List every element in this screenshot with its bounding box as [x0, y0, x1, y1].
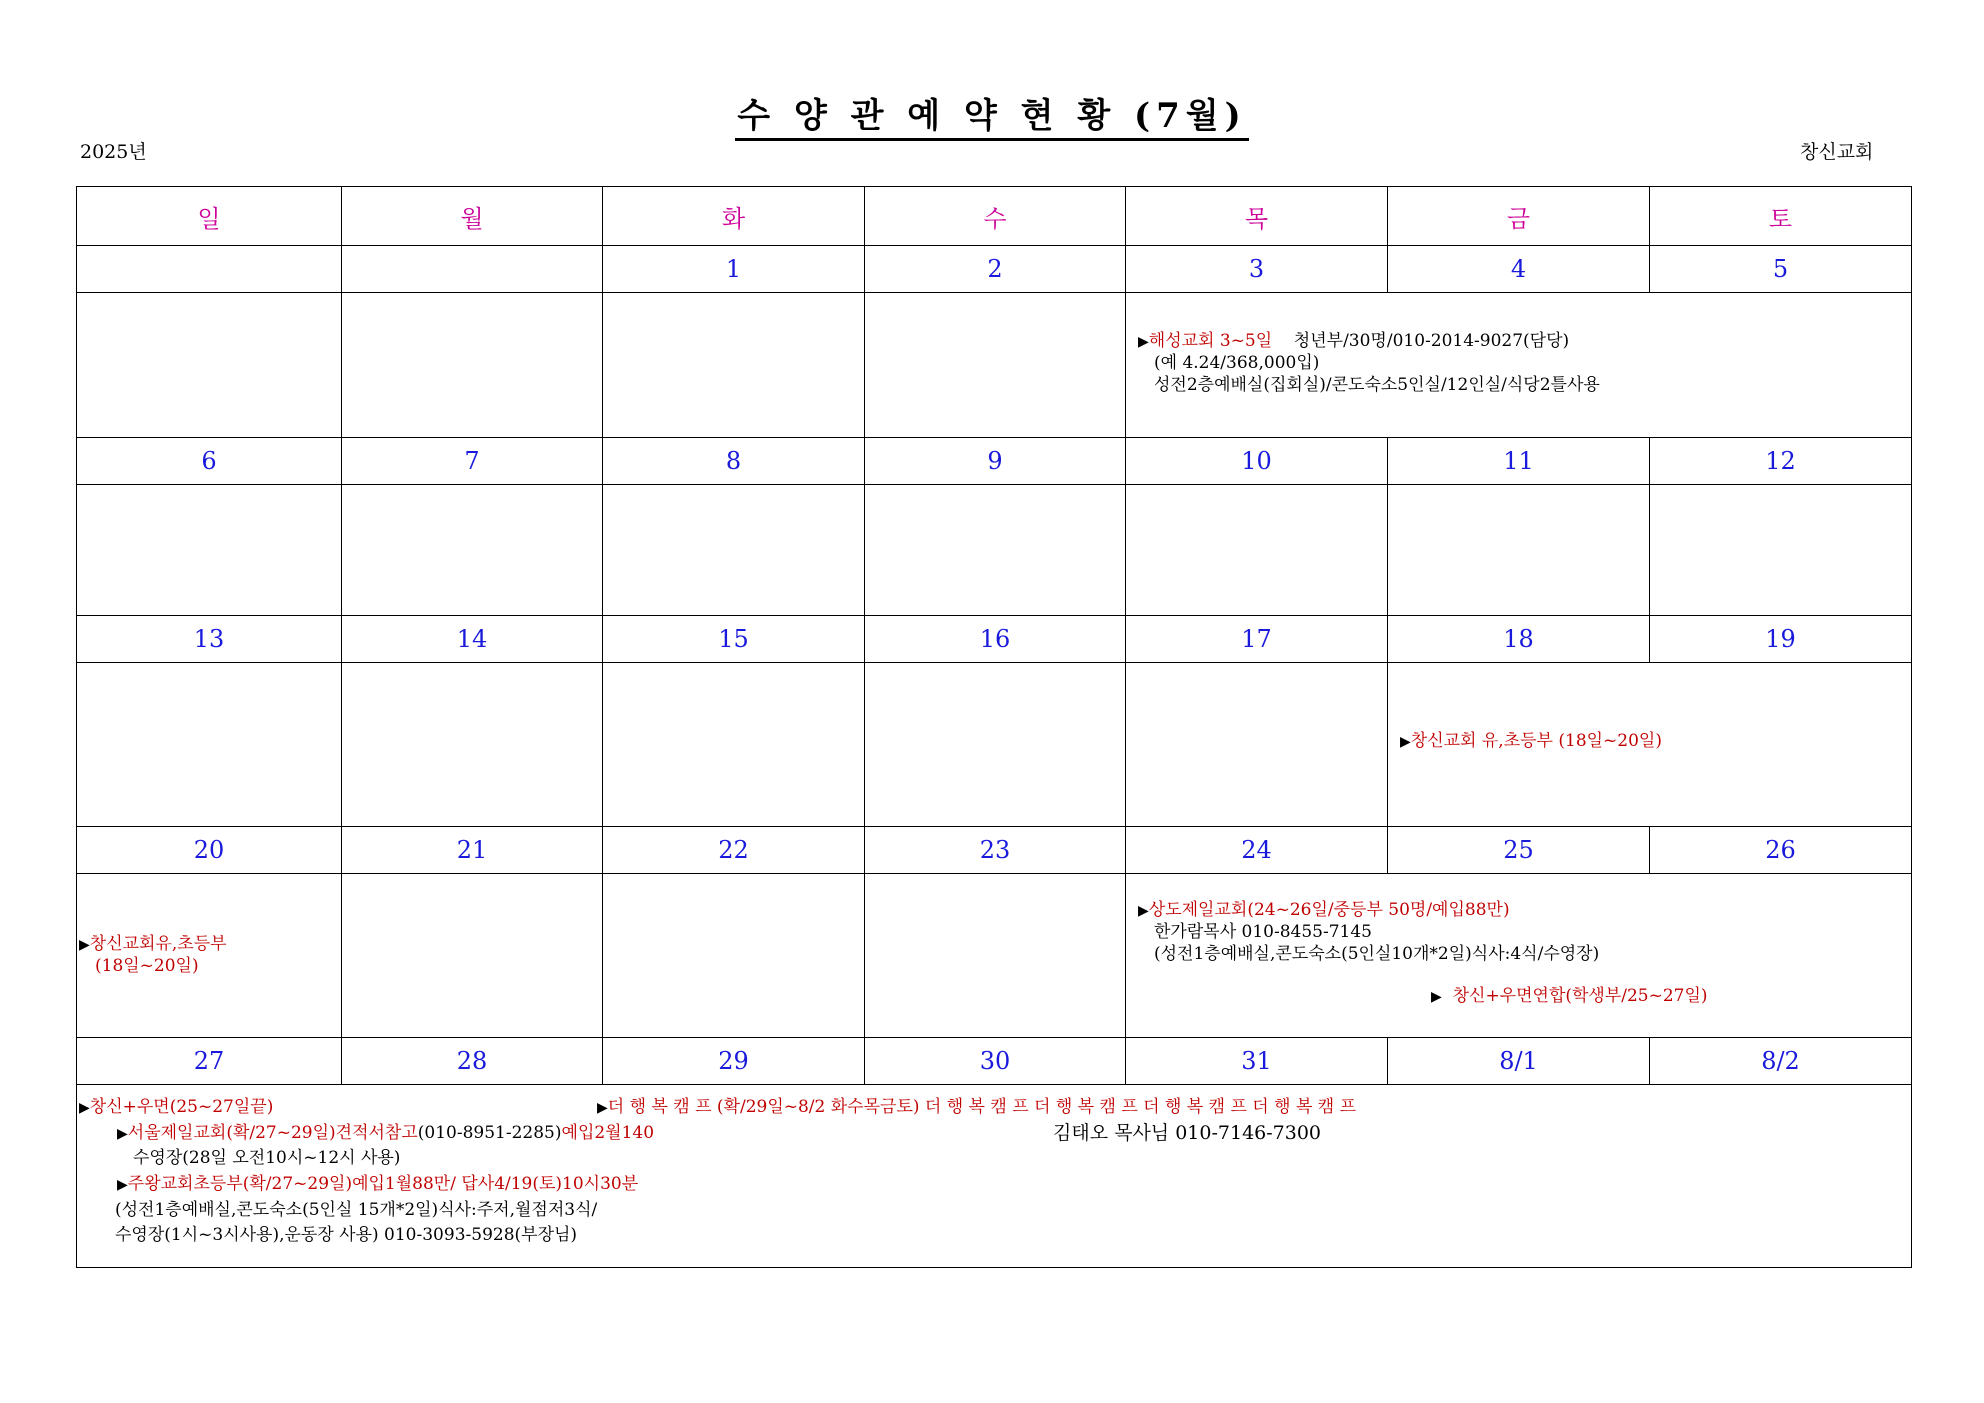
date-cell: 27: [77, 1038, 342, 1085]
date-cell: 2: [865, 246, 1126, 293]
day-cell: [342, 663, 603, 827]
arrow-icon: ▶: [1138, 903, 1149, 919]
date-cell: [77, 246, 342, 293]
day-cell: [865, 293, 1126, 438]
arrow-icon: ▶: [79, 1100, 90, 1116]
event-union-name: 창신+우면연합(학생부/25~27일): [1452, 986, 1708, 1006]
day-cell: [1126, 485, 1388, 616]
date-cell: 15: [603, 616, 865, 663]
date-cell: 22: [603, 827, 865, 874]
day-cell: [342, 293, 603, 438]
date-cell: 30: [865, 1038, 1126, 1085]
date-cell: 20: [77, 827, 342, 874]
date-cell: 12: [1650, 438, 1912, 485]
weekday-mon: 월: [342, 187, 603, 246]
date-cell: 4: [1388, 246, 1650, 293]
day-cell: [342, 874, 603, 1038]
week-2-events: [77, 485, 1912, 616]
event-w5-b-deposit: 예입2월140: [561, 1123, 655, 1143]
event-w5-b: [117, 1123, 654, 1145]
event-sangdo-line1: [1138, 900, 1510, 922]
week-2-dates: [77, 438, 1912, 485]
weekday-tue: 화: [603, 187, 865, 246]
event-cell-changsin-1: [1388, 663, 1912, 827]
event-w5-a: [79, 1097, 273, 1119]
date-cell: 19: [1650, 616, 1912, 663]
day-cell: [1650, 485, 1912, 616]
weekday-wed: 수: [865, 187, 1126, 246]
date-cell: 9: [865, 438, 1126, 485]
week-5-dates: [77, 1038, 1912, 1085]
date-cell: 21: [342, 827, 603, 874]
arrow-icon: ▶: [1138, 334, 1149, 350]
church-label: 창신교회: [1800, 141, 1874, 163]
day-cell: [77, 663, 342, 827]
week-1-events: [77, 293, 1912, 438]
date-cell: 26: [1650, 827, 1912, 874]
date-cell: 24: [1126, 827, 1388, 874]
event-w5-e: (성전1층예배실,콘도숙소(5인실 15개*2일)식사:주저,월점저3식/: [115, 1200, 598, 1220]
event-w5-d: [117, 1174, 638, 1196]
event-sangdo-line3: (성전1층예배실,콘도숙소(5인실10개*2일)식사:4식/수영장): [1154, 944, 1600, 964]
date-cell: 17: [1126, 616, 1388, 663]
event-changsin2-line1: [79, 934, 227, 956]
event-w5-c: 수영장(28일 오전10시~12시 사용): [133, 1148, 401, 1168]
year-label: 2025년: [80, 141, 147, 163]
day-cell: [77, 293, 342, 438]
day-cell: [603, 663, 865, 827]
arrow-icon: ▶: [1431, 989, 1442, 1005]
day-cell: [865, 874, 1126, 1038]
day-cell: [603, 874, 865, 1038]
event-w5-b-phone: (010-8951-2285): [417, 1123, 562, 1143]
event-w5-camp: [597, 1097, 1356, 1119]
event-w5-f: 수영장(1시~3시사용),운동장 사용) 010-3093-5928(부장님): [115, 1225, 578, 1245]
event-cell-sangdo: [1126, 874, 1912, 1038]
date-cell: 10: [1126, 438, 1388, 485]
event-w5-d-text: 주왕교회초등부(확/27~29일)예입1월88만/ 답사4/19(토)10시30분: [127, 1174, 639, 1194]
calendar-table: [76, 186, 1912, 1268]
event-sangdo-name: 상도제일교회(24~26일/중등부 50명/예입88만): [1148, 900, 1510, 920]
weekday-sat: 토: [1650, 187, 1912, 246]
event-w5-a-text: 창신+우면(25~27일끝): [89, 1097, 274, 1117]
event-cell-haesung: [1126, 293, 1912, 438]
arrow-icon: ▶: [79, 937, 90, 953]
day-cell: [1126, 663, 1388, 827]
page-title: 수 양 관 예 약 현 황 (7월): [735, 96, 1248, 141]
arrow-icon: ▶: [1400, 734, 1411, 750]
date-cell: 11: [1388, 438, 1650, 485]
week-3-dates: [77, 616, 1912, 663]
event-cell-changsin-2: [77, 874, 342, 1038]
event-haesung-name: 해성교회 3~5일: [1148, 331, 1273, 351]
day-cell: [603, 485, 865, 616]
date-cell: 6: [77, 438, 342, 485]
date-cell: 5: [1650, 246, 1912, 293]
date-cell: 29: [603, 1038, 865, 1085]
week-3-events: [77, 663, 1912, 827]
date-cell: 18: [1388, 616, 1650, 663]
week-1-dates: [77, 246, 1912, 293]
date-cell: 16: [865, 616, 1126, 663]
day-cell: [603, 293, 865, 438]
event-changsin-name: 창신교회 유,초등부 (18일~20일): [1410, 731, 1662, 751]
event-changsin-line: [1400, 731, 1662, 753]
event-changsin2-line2: (18일~20일): [95, 956, 199, 976]
date-cell: 7: [342, 438, 603, 485]
day-cell: [865, 485, 1126, 616]
day-cell: [342, 485, 603, 616]
date-cell: 23: [865, 827, 1126, 874]
date-cell: 1: [603, 246, 865, 293]
date-cell: 13: [77, 616, 342, 663]
date-cell: 31: [1126, 1038, 1388, 1085]
day-cell: [1388, 485, 1650, 616]
date-cell: 8/2: [1650, 1038, 1912, 1085]
event-haesung-detail: 청년부/30명/010-2014-9027(담당): [1293, 331, 1570, 351]
event-w5-pastor: 김태오 목사님 010-7146-7300: [1053, 1122, 1322, 1144]
weekday-thu: 목: [1126, 187, 1388, 246]
date-cell: 8/1: [1388, 1038, 1650, 1085]
week-4-events: [77, 874, 1912, 1038]
event-sangdo-line2: 한가람목사 010-8455-7145: [1154, 922, 1372, 942]
event-haesung-line2: (예 4.24/368,000입): [1154, 353, 1320, 373]
event-union-line: [1431, 986, 1708, 1008]
date-cell: 14: [342, 616, 603, 663]
day-cell: [865, 663, 1126, 827]
arrow-icon: ▶: [597, 1100, 608, 1116]
event-cell-week5: [77, 1085, 1912, 1268]
arrow-icon: ▶: [117, 1177, 128, 1193]
arrow-icon: ▶: [117, 1126, 128, 1142]
weekday-fri: 금: [1388, 187, 1650, 246]
date-cell: 8: [603, 438, 865, 485]
event-w5-camp-text: 더 행 복 캠 프 (확/29일~8/2 화수목금토) 더 행 복 캠 프 더 행 복 캠 프 더 행 복 캠 프 더 행 복 캠 프: [607, 1097, 1357, 1117]
page-title-wrap: [0, 88, 1984, 137]
event-w5-b-text: 서울제일교회(확/27~29일)견적서참고: [127, 1123, 418, 1143]
week-5-events: [77, 1085, 1912, 1268]
date-cell: 28: [342, 1038, 603, 1085]
weekday-sun: 일: [77, 187, 342, 246]
weekday-header-row: [77, 187, 1912, 246]
date-cell: 3: [1126, 246, 1388, 293]
event-haesung-line3: 성전2층예배실(집회실)/콘도숙소5인실/12인실/식당2틀사용: [1154, 375, 1600, 395]
week-4-dates: [77, 827, 1912, 874]
date-cell: [342, 246, 603, 293]
day-cell: [77, 485, 342, 616]
event-haesung-line1: [1138, 331, 1569, 353]
date-cell: 25: [1388, 827, 1650, 874]
event-changsin2-name: 창신교회유,초등부: [89, 934, 227, 954]
